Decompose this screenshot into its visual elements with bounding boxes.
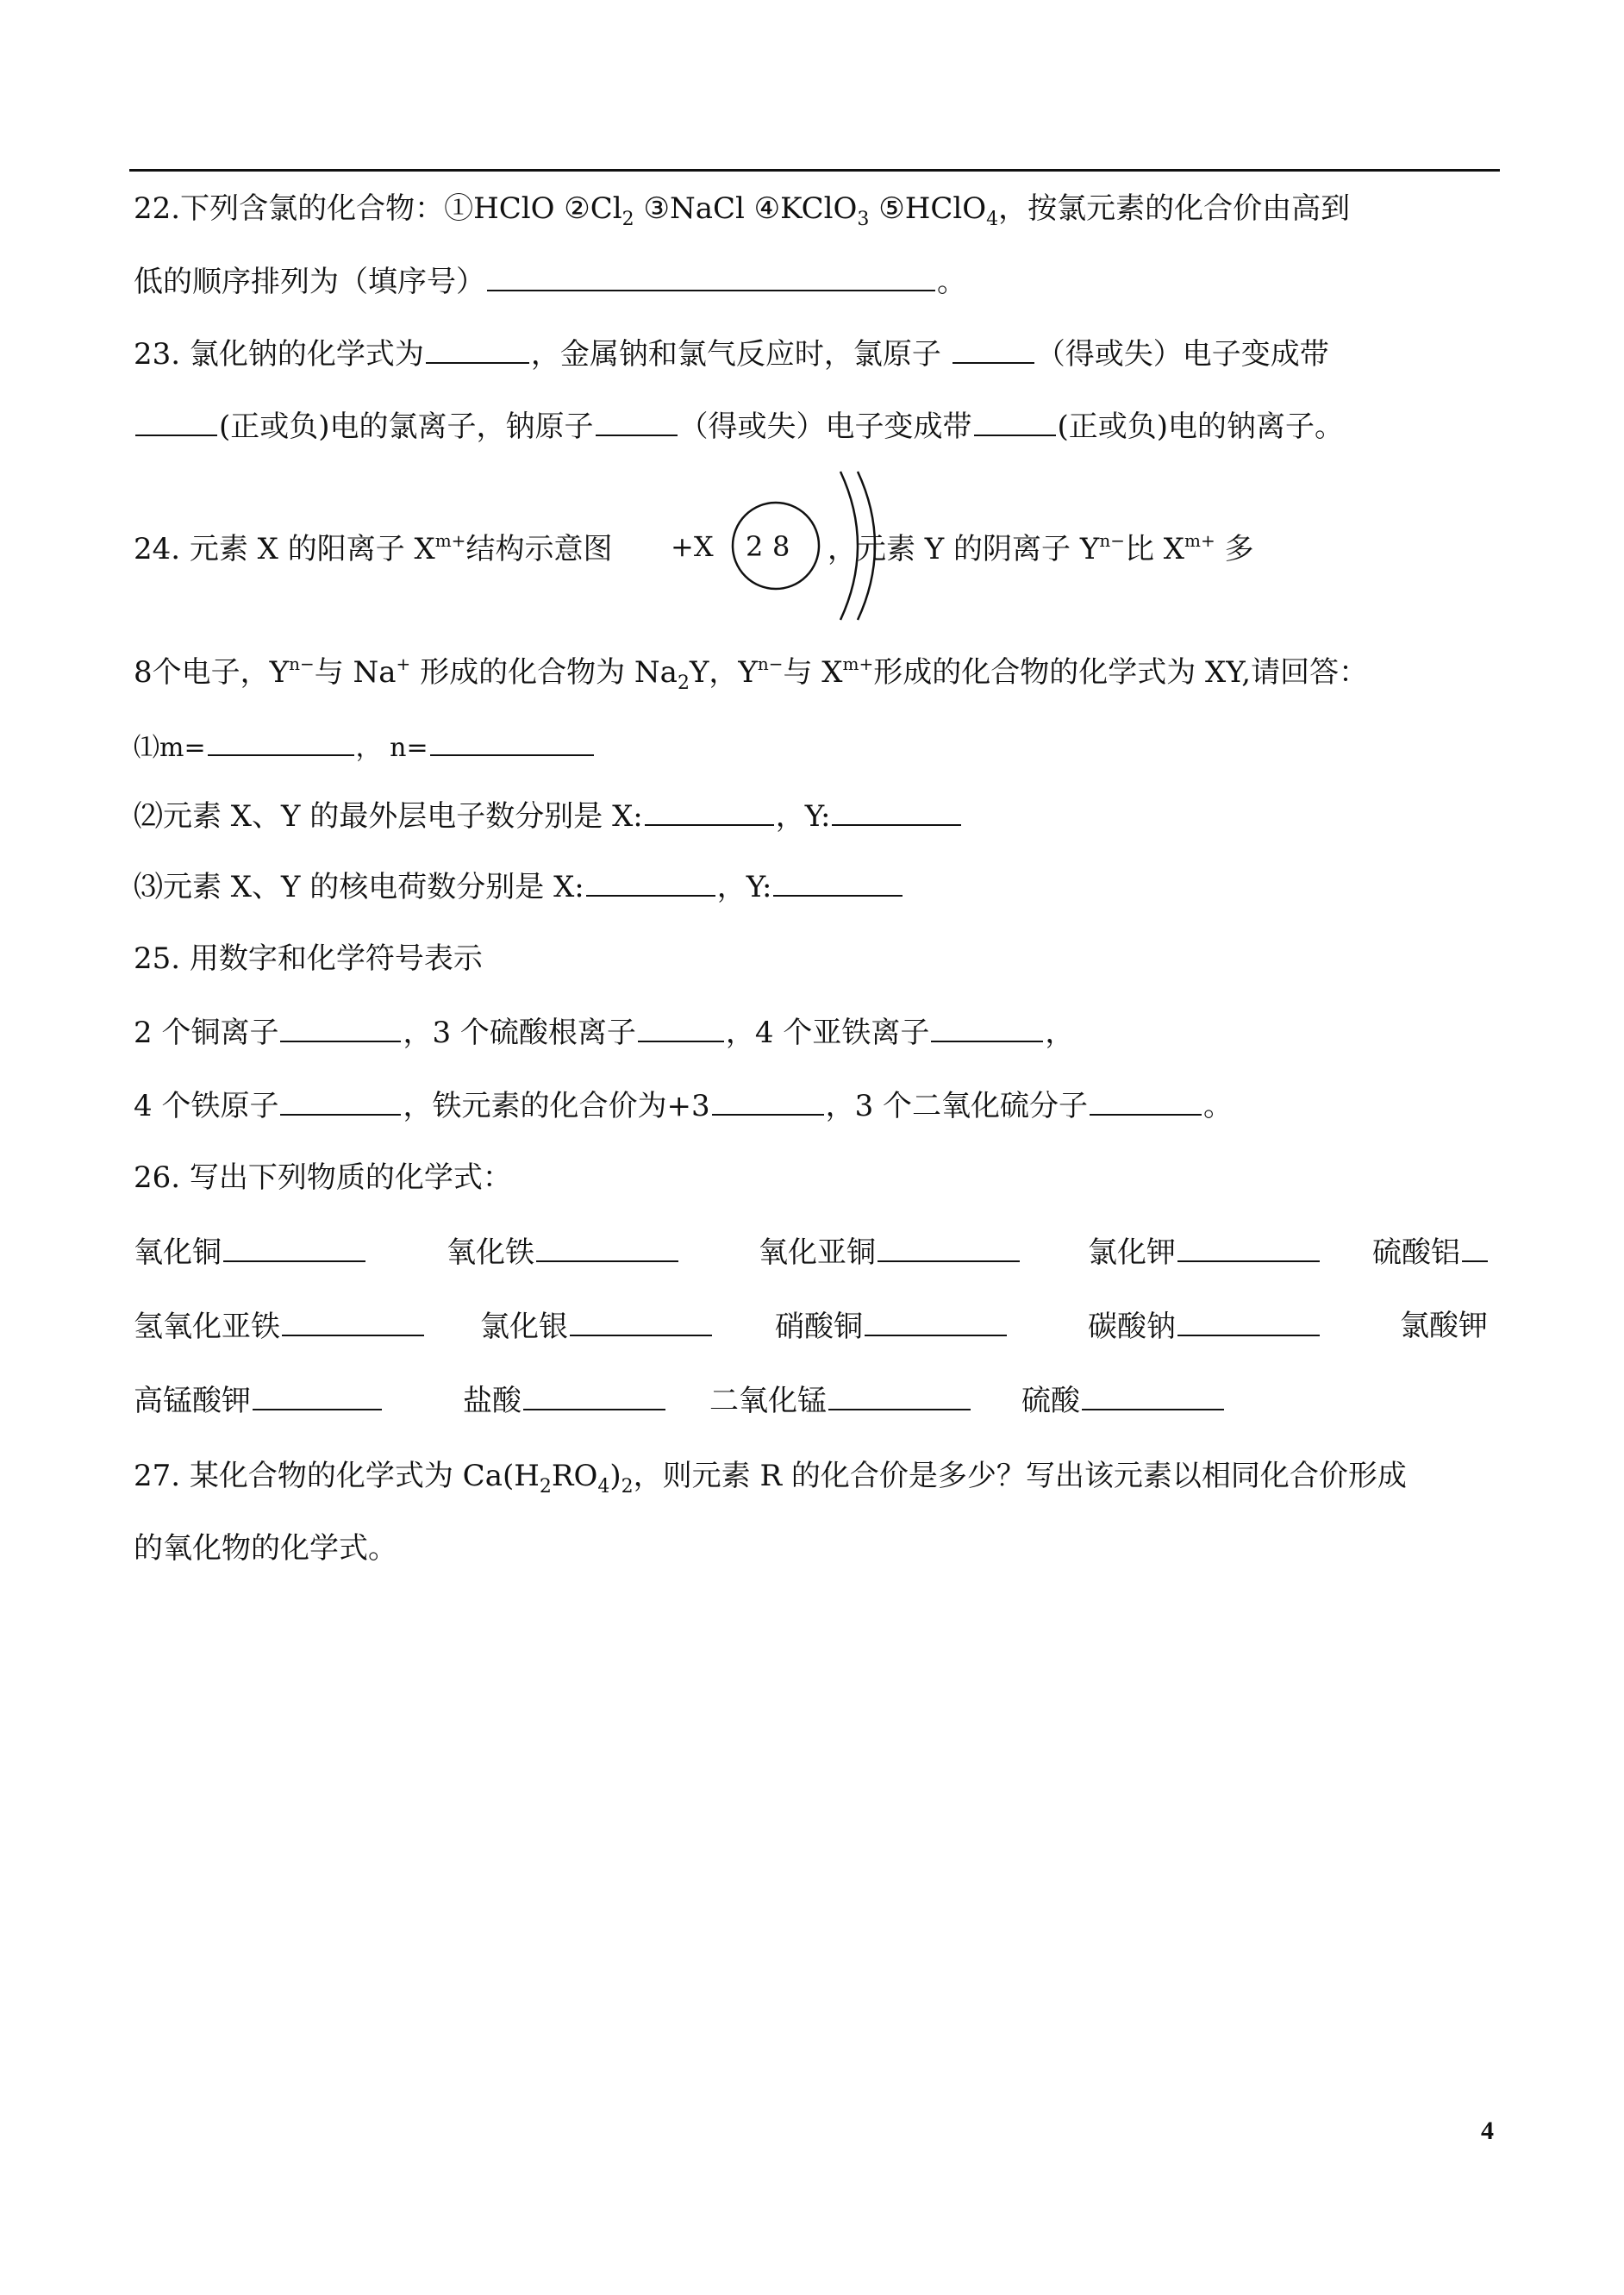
q25-row2: 4 个铁原子 ，铁元素的化合价为+3 ，3 个二氧化硫分子 。 (134, 1089, 1234, 1123)
q26-answer-blank[interactable] (1082, 1383, 1224, 1410)
q26-answer-blank[interactable] (223, 1235, 365, 1262)
q23-formula-blank[interactable] (426, 336, 529, 364)
q26-item: 硝酸铜 (775, 1309, 1009, 1344)
q25-fe2-blank[interactable] (931, 1015, 1043, 1042)
q25-fe-atom-blank[interactable] (280, 1088, 401, 1116)
q25-fe-valence-blank[interactable] (712, 1088, 824, 1116)
q23-na-gain-lose-blank[interactable] (596, 409, 678, 436)
q24-line2: 8个电子，$Y^{n-}$与 Na+ 形成的化合物为 $Na_2Y$，$Y^{n-}$与 $X^{m+}$形成的化合物的化学式为 XY,请回答： (134, 653, 1369, 694)
q23-cl-charge-blank[interactable] (135, 409, 217, 436)
q25-cu-ion-blank[interactable] (280, 1015, 401, 1042)
q24-y-charge-blank[interactable] (773, 869, 903, 897)
q26-item: 碳酸钠 (1088, 1309, 1321, 1344)
q23-na-charge-blank[interactable] (974, 409, 1056, 436)
q26-item: 高锰酸钾 (134, 1383, 384, 1418)
q24-part1: ⑴m= ， n= (134, 729, 596, 766)
q26-answer-blank[interactable] (282, 1309, 424, 1336)
q25-so2-blank[interactable] (1090, 1088, 1202, 1116)
q26-item: 二氧化锰 (709, 1383, 972, 1418)
q26-answer-blank[interactable] (536, 1235, 678, 1262)
q23-line1: 23. 氯化钠的化学式为 ，金属钠和氯气反应时，氯原子 （得或失）电子变成带 (134, 337, 1329, 372)
q26-item: 氢氧化亚铁 (134, 1309, 426, 1344)
q26-item: 硫酸铝 (1372, 1235, 1490, 1270)
q27-line2: 的氧化物的化学式。 (134, 1531, 397, 1566)
q24-x-charge-blank[interactable] (586, 869, 715, 897)
q24-m-blank[interactable] (208, 729, 354, 756)
q26-answer-blank[interactable] (570, 1309, 712, 1336)
q25-row1: 2 个铜离子 ，3 个硫酸根离子 ，4 个亚铁离子 ， (134, 1016, 1075, 1050)
q26-item: 氯化银 (480, 1309, 714, 1344)
q26-item: 盐酸 (463, 1383, 667, 1418)
q26-answer-blank[interactable] (1177, 1309, 1320, 1336)
q25-title: 25. 用数字和化学符号表示 (134, 941, 483, 976)
q26-item: 氧化亚铜 (759, 1235, 1021, 1270)
shell-2-electrons: 8 (772, 530, 790, 563)
q27-line1: 27. 某化合物的化学式为 $Ca(H_2RO_4)_2$，则元素 R 的化合价是多少？写出该元素以相同化合价形成 (134, 1459, 1407, 1498)
header-rule (129, 169, 1500, 172)
q22-line2: 低的顺序排列为（填序号） 。 (134, 265, 966, 299)
q26-answer-blank[interactable] (523, 1383, 665, 1410)
q26-answer-blank[interactable] (865, 1309, 1007, 1336)
q24-part2: ⑵元素 X、Y 的最外层电子数分别是 X: ，Y: (134, 798, 963, 834)
page-number: 4 (1481, 2117, 1494, 2145)
q23-cl-gain-lose-blank[interactable] (953, 336, 1034, 364)
q24-line1: 24. 元素 X 的阳离子 $X^{m+}$结构示意图 (134, 530, 613, 566)
q26-answer-blank[interactable] (878, 1235, 1020, 1262)
q26-answer-blank[interactable] (1462, 1235, 1488, 1262)
q24-part3: ⑶元素 X、Y 的核电荷数分别是 X: ，Y: (134, 869, 904, 904)
nucleus-charge-label: +X (671, 530, 714, 563)
q24-line1-right: ，元素 Y 的阴离子 $Y^{n-}$比 $X^{m+}$ 多 (828, 530, 1254, 566)
q24-y-outer-blank[interactable] (832, 798, 961, 826)
q23-line2: (正或负)电的氯离子，钠原子 （得或失）电子变成带 (正或负)电的钠离子。 (134, 409, 1344, 444)
q26-item: 氯酸钾 (1400, 1309, 1488, 1343)
q24-n-blank[interactable] (430, 729, 594, 756)
q26-item: 氧化铁 (447, 1235, 680, 1270)
q22-answer-blank[interactable] (487, 264, 935, 291)
q26-title: 26. 写出下列物质的化学式： (134, 1160, 512, 1195)
q26-answer-blank[interactable] (1177, 1235, 1320, 1262)
q26-item: 硫酸 (1021, 1383, 1226, 1418)
q26-item: 氧化铜 (134, 1235, 367, 1270)
q24-x-outer-blank[interactable] (645, 798, 774, 826)
q26-answer-blank[interactable] (253, 1383, 382, 1410)
q26-answer-blank[interactable] (828, 1383, 971, 1410)
q26-item: 氯化钾 (1088, 1235, 1321, 1270)
q25-sulfate-blank[interactable] (638, 1015, 724, 1042)
q22-line1: 22.下列含氯的化合物：①HClO $②Cl_2$ ③NaCl ④KClO$_3$ ⑤HClO$_4$，按氯元素的化合价由高到 (134, 191, 1351, 230)
shell-1-electrons: 2 (746, 530, 764, 563)
